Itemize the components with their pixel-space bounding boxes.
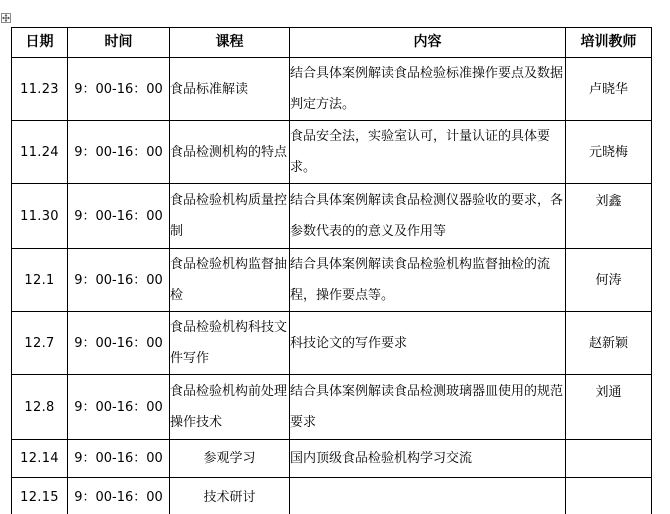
- header-content: 内容: [290, 28, 566, 58]
- teacher-cell: 元晓梅: [566, 121, 652, 184]
- table-row: [12, 58, 652, 121]
- course-cell: 技术研讨: [170, 478, 290, 514]
- course-cell: 食品检验机构监督抽检: [170, 249, 290, 312]
- table-row: [12, 478, 652, 514]
- teacher-cell: 刘通: [566, 375, 652, 440]
- header-time: 时间: [68, 28, 170, 58]
- date-cell: 12.15: [12, 478, 68, 514]
- course-cell: 参观学习: [170, 440, 290, 478]
- date-cell: 11.30: [12, 184, 68, 249]
- content-cell: 结合具体案例解读食品检测仪器验收的要求，各参数代表的的意义及作用等: [290, 184, 566, 249]
- header-date: 日期: [12, 28, 68, 58]
- table-row: [12, 184, 652, 249]
- time-cell: 9：00-16：00: [68, 184, 170, 249]
- date-cell: 11.23: [12, 58, 68, 121]
- time-cell: 9：00-16：00: [68, 478, 170, 514]
- time-cell: 9：00-16：00: [68, 121, 170, 184]
- table-row: [12, 375, 652, 440]
- teacher-cell: 何涛: [566, 249, 652, 312]
- content-cell: 结合具体案例解读食品检验机构监督抽检的流程，操作要点等。: [290, 249, 566, 312]
- content-cell: 结合具体案例解读食品检测玻璃器皿使用的规范要求: [290, 375, 566, 440]
- content-cell: 国内顶级食品检验机构学习交流: [290, 440, 566, 478]
- training-schedule-table: [11, 27, 652, 514]
- time-cell: 9：00-16：00: [68, 58, 170, 121]
- teacher-cell: 赵新颖: [566, 312, 652, 375]
- time-cell: 9：00-16：00: [68, 249, 170, 312]
- time-cell: 9：00-16：00: [68, 440, 170, 478]
- table-row: [12, 440, 652, 478]
- teacher-cell: [566, 478, 652, 514]
- time-cell: 9：00-16：00: [68, 375, 170, 440]
- header-teacher: 培训教师: [566, 28, 652, 58]
- teacher-cell: [566, 440, 652, 478]
- date-cell: 12.8: [12, 375, 68, 440]
- time-cell: 9：00-16：00: [68, 312, 170, 375]
- content-cell: [290, 478, 566, 514]
- date-cell: 12.1: [12, 249, 68, 312]
- date-cell: 12.7: [12, 312, 68, 375]
- content-cell: 食品安全法，实验室认可，计量认证的具体要求。: [290, 121, 566, 184]
- course-cell: 食品检测机构的特点: [170, 121, 290, 184]
- content-cell: 结合具体案例解读食品检验标准操作要点及数据判定方法。: [290, 58, 566, 121]
- table-move-handle-icon[interactable]: [1, 13, 11, 23]
- table-row: [12, 312, 652, 375]
- header-course: 课程: [170, 28, 290, 58]
- course-cell: 食品标准解读: [170, 58, 290, 121]
- course-cell: 食品检验机构科技文件写作: [170, 312, 290, 375]
- teacher-cell: 卢晓华: [566, 58, 652, 121]
- teacher-cell: 刘鑫: [566, 184, 652, 249]
- course-cell: 食品检验机构前处理操作技术: [170, 375, 290, 440]
- table-row: [12, 249, 652, 312]
- content-cell: 科技论文的写作要求: [290, 312, 566, 375]
- date-cell: 11.24: [12, 121, 68, 184]
- course-cell: 食品检验机构质量控制: [170, 184, 290, 249]
- table-row: [12, 121, 652, 184]
- date-cell: 12.14: [12, 440, 68, 478]
- table-header-row: [12, 28, 652, 58]
